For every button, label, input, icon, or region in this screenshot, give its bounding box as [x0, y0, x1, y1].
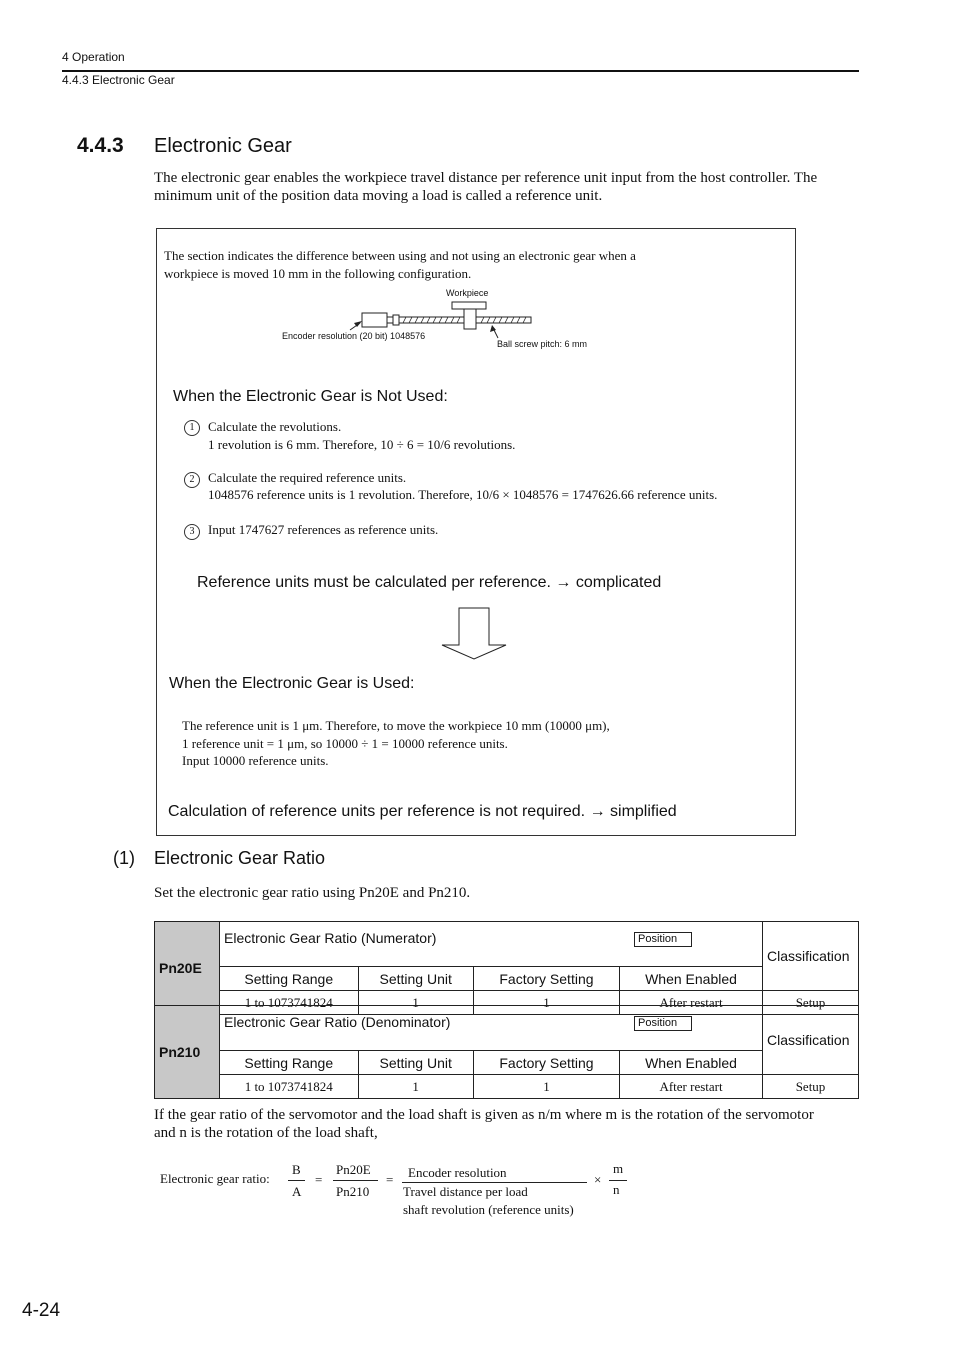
formula-equals-2: = — [386, 1172, 394, 1187]
formula-f3-bar — [402, 1182, 587, 1183]
param-name: Pn20E — [155, 922, 220, 1015]
header-factory-setting: Factory Setting — [473, 967, 619, 991]
value-when-enabled: After restart — [620, 991, 763, 1015]
workpiece-label: Workpiece — [446, 288, 489, 298]
not-used-heading: When the Electronic Gear is Not Used: — [173, 388, 448, 405]
step-1-line-2: 1 revolution is 6 mm. Therefore, 10 ÷ 6 = 10/6 revolutions. — [208, 437, 516, 452]
subsection-text: Set the electronic gear ratio using Pn20E and Pn210. — [154, 885, 471, 901]
value-classification: Setup — [763, 991, 859, 1015]
ball-screw-pitch-label: Ball screw pitch: 6 mm — [497, 339, 588, 349]
param-name: Pn210 — [155, 1006, 220, 1099]
header-factory-setting: Factory Setting — [473, 1051, 619, 1075]
section-intro-line-1: The electronic gear enables the workpiece travel distance per reference unit input from the host controller. The — [154, 170, 818, 186]
header-setting-unit: Setting Unit — [358, 967, 473, 991]
subsection-number: (1) — [113, 848, 135, 868]
formula-equals-1: = — [315, 1172, 323, 1187]
used-line-2: 1 reference unit = 1 μm, so 10000 ÷ 1 = 10000 reference units. — [182, 736, 508, 751]
step-number-3: 3 — [184, 524, 200, 540]
formula-f3-numerator: Encoder resolution — [408, 1165, 507, 1180]
subsection-title: Electronic Gear Ratio — [154, 848, 326, 868]
encoder-resolution-label: Encoder resolution (20 bit) 1048576 — [282, 331, 426, 341]
used-line-3: Input 10000 reference units. — [182, 753, 329, 768]
formula-f3-denominator-line-1: Travel distance per load — [403, 1184, 528, 1199]
header-when-enabled: When Enabled — [620, 1051, 763, 1075]
formula-times: × — [594, 1172, 602, 1187]
formula-f3-denominator-line-2: shaft revolution (reference units) — [403, 1202, 574, 1217]
formula-f1-denominator: A — [292, 1184, 302, 1199]
step-number-2: 2 — [184, 472, 200, 488]
header-setting-range: Setting Range — [220, 967, 359, 991]
step-2-line-2: 1048576 reference units is 1 revolution. Therefore, 10/6 × 1048576 = 1747626.66 reference units. — [208, 487, 718, 502]
used-conclusion: Calculation of reference units per reference is not required. → simplified — [168, 803, 677, 820]
page-number: 4-24 — [22, 1300, 61, 1321]
position-badge: Position — [634, 1016, 692, 1031]
formula-f2-denominator: Pn210 — [336, 1184, 370, 1199]
value-when-enabled: After restart — [620, 1075, 763, 1099]
not-used-conclusion: Reference units must be calculated per reference. → complicated — [197, 574, 662, 591]
header-section: 4.4.3 Electronic Gear — [62, 73, 175, 87]
used-line-1: The reference unit is 1 μm. Therefore, to move the workpiece 10 mm (10000 μm), — [182, 718, 610, 733]
header-when-enabled: When Enabled — [620, 967, 763, 991]
formula-f1-numerator: B — [292, 1162, 301, 1177]
formula-f2-numerator: Pn20E — [336, 1162, 371, 1177]
formula-f1-bar — [288, 1180, 305, 1181]
value-classification: Setup — [763, 1075, 859, 1099]
classification-label: Classification — [763, 1006, 859, 1075]
param-title: Electronic Gear Ratio (Numerator) — [224, 930, 437, 946]
param-title: Electronic Gear Ratio (Denominator) — [224, 1014, 451, 1030]
section-title: Electronic Gear — [154, 135, 292, 157]
ratio-text-line-1: If the gear ratio of the servomotor and the load shaft is given as n/m where m is the rotation of the servomotor — [154, 1107, 814, 1123]
formula-label: Electronic gear ratio: — [160, 1171, 270, 1186]
header-setting-range: Setting Range — [220, 1051, 359, 1075]
down-arrow-icon — [440, 607, 508, 661]
formula-f4-bar — [609, 1180, 627, 1181]
param-table-pn20e — [154, 921, 859, 1015]
example-intro-line-2: workpiece is moved 10 mm in the following configuration. — [164, 266, 472, 281]
section-number: 4.4.3 — [77, 134, 124, 157]
step-1-line-1: Calculate the revolutions. — [208, 419, 342, 434]
param-title-cell — [220, 922, 763, 967]
example-intro-line-1: The section indicates the difference between using and not using an electronic gear when a — [164, 248, 636, 263]
header-chapter: 4 Operation — [62, 50, 125, 64]
value-setting-unit: 1 — [358, 1075, 473, 1099]
used-heading: When the Electronic Gear is Used: — [169, 675, 415, 692]
param-table-pn210 — [154, 1005, 859, 1099]
formula-f4-denominator: n — [613, 1182, 620, 1197]
value-setting-range: 1 to 1073741824 — [220, 991, 359, 1015]
section-intro-line-2: minimum unit of the position data moving a load is called a reference unit. — [154, 188, 603, 204]
classification-label: Classification — [763, 922, 859, 991]
param-title-cell — [220, 1006, 763, 1051]
value-factory-setting: 1 — [473, 1075, 619, 1099]
step-number-1: 1 — [184, 420, 200, 436]
value-setting-range: 1 to 1073741824 — [220, 1075, 359, 1099]
value-setting-unit: 1 — [358, 991, 473, 1015]
formula-f2-bar — [333, 1180, 378, 1181]
ratio-text-line-2: and n is the rotation of the load shaft, — [154, 1125, 378, 1141]
step-2-line-1: Calculate the required reference units. — [208, 470, 407, 485]
formula-f4-numerator: m — [613, 1161, 624, 1176]
header-setting-unit: Setting Unit — [358, 1051, 473, 1075]
step-3-line-1: Input 1747627 references as reference units. — [208, 522, 439, 537]
value-factory-setting: 1 — [473, 991, 619, 1015]
position-badge: Position — [634, 932, 692, 947]
header-rule — [62, 70, 859, 72]
